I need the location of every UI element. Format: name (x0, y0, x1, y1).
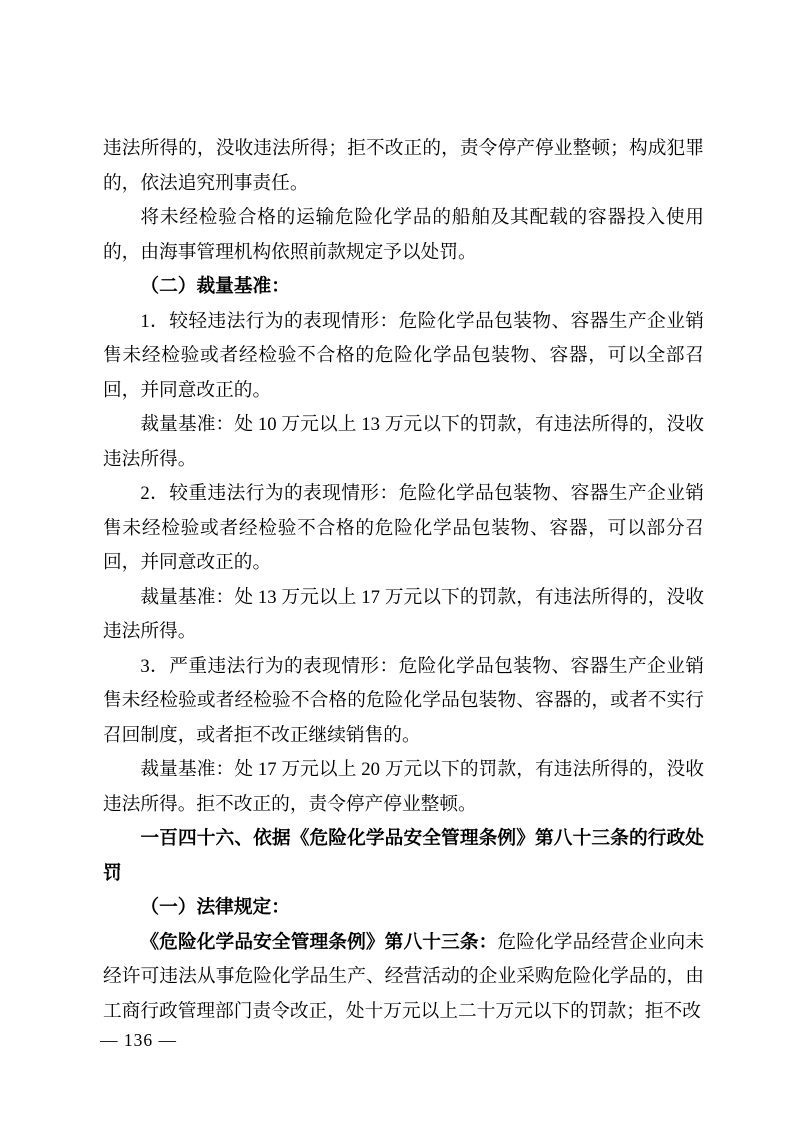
page-number: — 136 — (100, 1030, 177, 1050)
continued-paragraph: 违法所得的，没收违法所得；拒不改正的，责令停产停业整顿；构成犯罪的，依法追究刑事责任。 (103, 138, 704, 194)
item-2-penalty-standard-paragraph: 裁量基准：处 13 万元以上 17 万元以下的罚款，有违法所得的，没收违法所得。 (103, 586, 704, 642)
item-1-minor-violation-paragraph: 1．较轻违法行为的表现情形：危险化学品包装物、容器生产企业销售未经检验或者经检验不合格的危险化学品包装物、容器，可以全部召回，并同意改正的。 (103, 310, 704, 401)
item-3-severe-violation-paragraph: 3．严重违法行为的表现情形：危险化学品包装物、容器生产企业销售未经检验或者经检验不合格的危险化学品包装物、容器的，或者不实行召回制度，或者拒不改正继续销售的。 (103, 655, 704, 746)
item-1-penalty-standard-paragraph: 裁量基准：处 10 万元以上 13 万元以下的罚款，有违法所得的，没收违法所得。 (103, 414, 704, 470)
legal-provision-heading: （一）法律规定： (140, 897, 290, 918)
item-2-moderate-violation-paragraph: 2．较重违法行为的表现情形：危险化学品包装物、容器生产企业销售未经检验或者经检验不合格的危险化学品包装物、容器，可以部分召回，并同意改正的。 (103, 483, 704, 573)
statute-citation-lead: 《危险化学品安全管理条例》第八十三条： (140, 931, 498, 953)
document-page (103, 132, 704, 1029)
discretion-basis-heading: （二）裁量基准： (140, 276, 290, 297)
statute-body-text: 危险化学品经营企业向未经许可违法从事危险化学品生产、经营活动的企业采购危险化学品的，由工商行政管理部门责令改正，处十万元以上二十万元以下的罚款；拒不改 (103, 931, 705, 1022)
article-146-section-heading: 一百四十六、依据《危险化学品安全管理条例》第八十三条的行政处罚 (103, 828, 704, 884)
item-3-penalty-standard-paragraph: 裁量基准：处 17 万元以上 20 万元以下的罚款，有违法所得的，没收违法所得。拒不改正的，责令停产停业整顿。 (103, 759, 704, 815)
statute-text-paragraph (103, 926, 704, 1030)
body-paragraph-vessels: 将未经检验合格的运输危险化学品的船舶及其配载的容器投入使用的，由海事管理机构依照前款规定予以处罚。 (103, 207, 704, 263)
